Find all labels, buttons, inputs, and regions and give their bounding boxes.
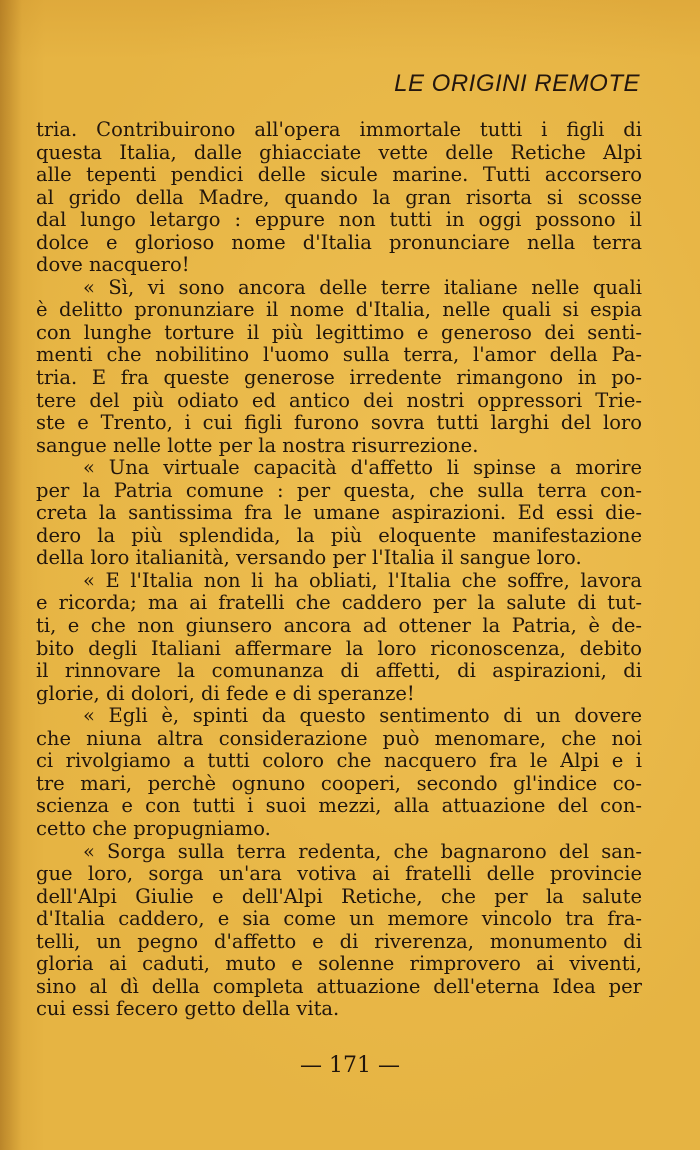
text-line: tria. Contribuirono all'opera immortale tutti i figli di [36, 118, 642, 141]
text-line: glorie, di dolori, di fede e di speranze! [36, 681, 415, 705]
text-line: telli, un pegno d'affetto e di riverenza, monumento di [36, 929, 642, 953]
text-line: alle tepenti pendici delle sicule marine. Tutti accorsero [36, 163, 642, 187]
text-line: d'Italia caddero, e sia come un memore vincolo tra fra- [36, 907, 642, 931]
text-line: gue loro, sorga un'ara votiva ai fratelli delle provincie [36, 862, 642, 886]
text-line: dero la più splendida, la più eloquente manifestazione [36, 523, 642, 547]
text-line: cui essi fecero getto della vita. [36, 997, 340, 1021]
text-line: e ricorda; ma ai fratelli che caddero per la salute di tut- [36, 591, 642, 615]
text-line: per la Patria comune : per questa, che sulla terra con- [36, 478, 642, 502]
page-number: — 171 — [300, 1053, 400, 1078]
text-line: questa Italia, dalle ghiacciate vette delle Retiche Alpi [36, 140, 642, 164]
text-line: dove nacquero! [36, 253, 190, 277]
text-line: dell'Alpi Giulie e dell'Alpi Retiche, che per la salute [36, 884, 642, 908]
text-line: menti che nobilitino l'uomo sulla terra, l'amor della Pa- [36, 343, 642, 367]
text-line: cetto che propugniamo. [36, 816, 271, 840]
text-line: « E l'Italia non li ha obliati, l'Italia che soffre, lavora [83, 568, 642, 592]
text-line: creta la santissima fra le umane aspirazioni. Ed essi die- [36, 501, 642, 525]
text-line: sino al dì della completa attuazione dell'eterna Idea per [36, 974, 642, 998]
text-line: della loro italianità, versando per l'Italia il sangue loro. [36, 546, 582, 570]
text-line: bito degli Italiani affermare la loro riconoscenza, debito [36, 636, 642, 660]
text-line: « Sorga sulla terra redenta, che bagnarono del san- [83, 839, 642, 863]
text-line: tre mari, perchè ognuno cooperi, secondo gl'indice co- [36, 771, 642, 795]
text-line: « Egli è, spinti da questo sentimento di un dovere [83, 704, 642, 728]
text-line: tria. E fra queste generose irredente rimangono in po- [36, 366, 642, 390]
text-line: scienza e con tutti i suoi mezzi, alla attuazione del con- [36, 794, 642, 818]
text-line: ci rivolgiamo a tutti coloro che nacquero fra le Alpi e i [36, 749, 642, 773]
text-line: ste e Trento, i cui figli furono sovra tutti larghi del loro [36, 411, 642, 435]
text-line: sangue nelle lotte per la nostra risurrezione. [36, 433, 479, 457]
text-line: con lunghe torture il più legittimo e generoso dei senti- [36, 320, 642, 344]
text-line: è delitto pronunziare il nome d'Italia, nelle quali si espia [36, 298, 642, 322]
body-text [36, 119, 642, 1021]
text-line: il rinnovare la comunanza di affetti, di aspirazioni, di [36, 659, 642, 683]
text-line: che niuna altra considerazione può menomare, che noi [36, 726, 642, 750]
text-line: « Una virtuale capacità d'affetto li spinse a morire [83, 456, 642, 480]
running-head: LE ORIGINI REMOTE [394, 70, 640, 97]
text-line: al grido della Madre, quando la gran risorta si scosse [36, 185, 642, 209]
text-line: tere del più odiato ed antico dei nostri oppressori Trie- [36, 388, 642, 412]
text-line: « Sì, vi sono ancora delle terre italiane nelle quali [83, 275, 642, 299]
text-line: ti, e che non giunsero ancora ad ottener la Patria, è de- [36, 614, 642, 638]
text-line: dal lungo letargo : eppure non tutti in oggi possono il [36, 208, 642, 232]
text-line: dolce e glorioso nome d'Italia pronunciare nella terra [36, 230, 642, 254]
text-line: gloria ai caduti, muto e solenne rimprovero ai viventi, [36, 952, 642, 976]
